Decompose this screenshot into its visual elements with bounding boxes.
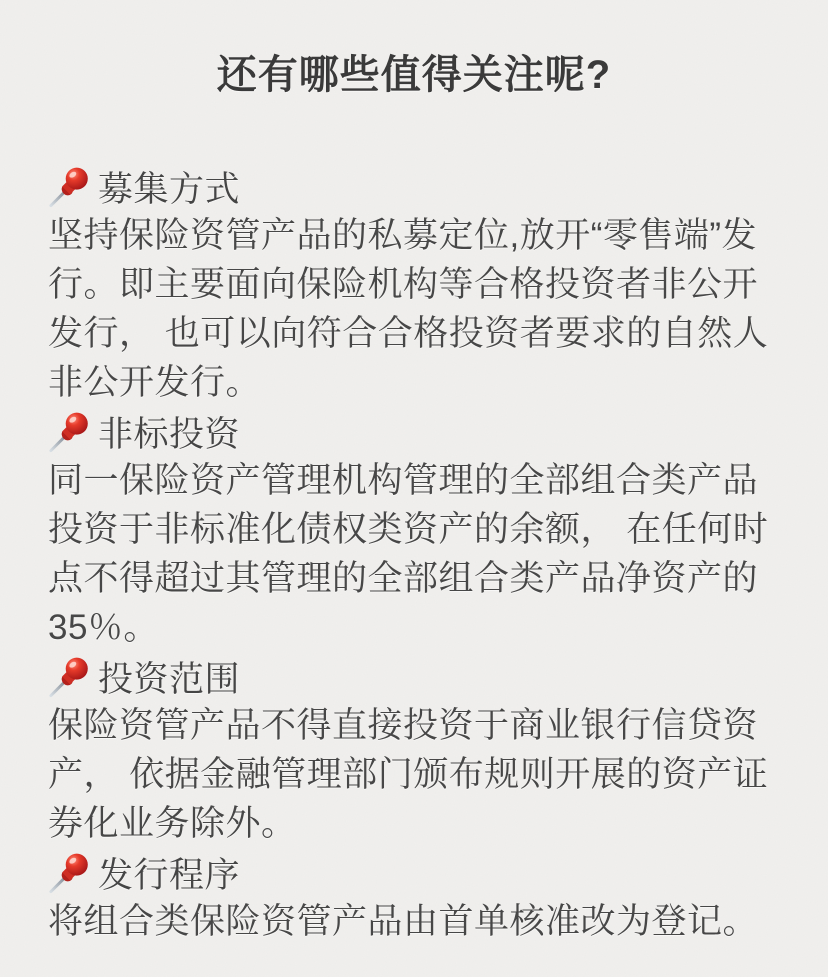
body-line: 点不得超过其管理的全部组合类产品净资产的 [48,559,759,598]
page-title: 还有哪些值得关注呢? [216,53,612,97]
section-heading-label: 非标投资 [98,414,241,454]
body-line: 行。即主要面向保险机构等合格投资者非公开 [48,265,759,304]
pushpin-icon [46,654,94,699]
body-line: 发行， 也可以向符合合格投资者要求的自然人 [48,314,769,353]
body-line: 产， 依据金融管理部门颁布规则开展的资产证 [48,755,769,794]
body-line: 投资于非标准化债权类资产的余额， 在任何时 [48,510,769,549]
body-line: 将组合类保险资管产品由首单核准改为登记。 [48,902,759,941]
pushpin-icon [46,409,94,454]
section-heading-fundraising-method [48,162,808,211]
section-heading-investment-scope [48,652,808,701]
pushpin-icon [46,164,94,209]
body-line: 非公开发行。 [48,363,262,402]
body-line: 保险资管产品不得直接投资于商业银行信贷资 [48,706,759,745]
section-heading-nonstandard-investment [48,407,808,456]
pushpin-icon [46,850,94,895]
section-heading-label: 投资范围 [98,659,241,699]
body-line: 券化业务除外。 [48,804,297,843]
article-content [48,162,808,946]
section-heading-label: 募集方式 [98,169,241,209]
body-line: 同一保险资产管理机构管理的全部组合类产品 [48,461,759,500]
body-line: 坚持保险资管产品的私募定位,放开“零售端”发 [48,216,758,255]
body-line: 35％。 [48,608,159,647]
section-heading-issuance-procedure [48,848,808,897]
section-heading-label: 发行程序 [98,855,241,895]
